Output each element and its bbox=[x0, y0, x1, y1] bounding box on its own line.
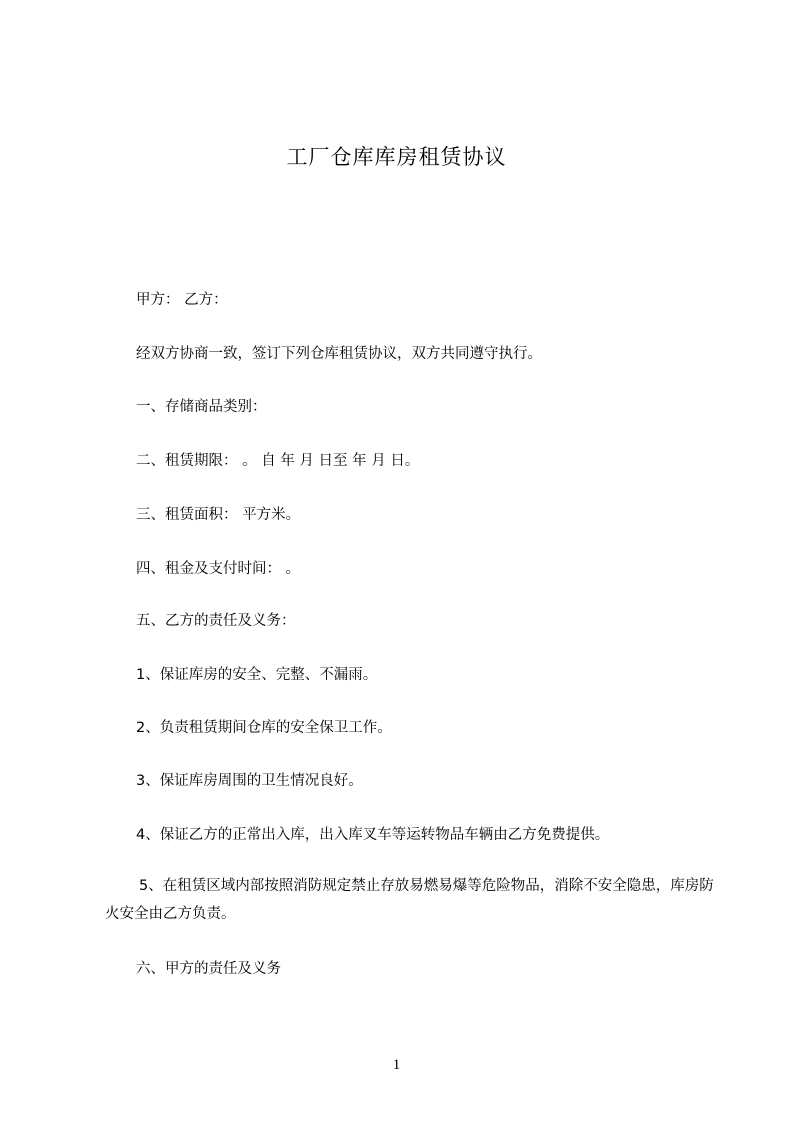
section-party-a-duties: 六、甲方的责任及义务 bbox=[136, 961, 281, 977]
section-lease-area: 三、租赁面积： 平方米。 bbox=[136, 507, 301, 523]
party-line: 甲方： 乙方： bbox=[136, 292, 228, 308]
duty-item-2: 2、负责租赁期间仓库的安全保卫工作。 bbox=[136, 720, 392, 736]
page-number: 1 bbox=[392, 1057, 401, 1073]
duty-item-4: 4、保证乙方的正常出入库，出入库叉车等运转物品车辆由乙方免费提供。 bbox=[136, 827, 610, 843]
section-party-b-duties: 五、乙方的责任及义务： bbox=[136, 613, 296, 629]
section-rent-payment: 四、租金及支付时间： 。 bbox=[136, 561, 301, 577]
duty-item-3: 3、保证库房周围的卫生情况良好。 bbox=[136, 773, 363, 789]
intro-paragraph: 经双方协商一致，签订下列仓库租赁协议，双方共同遵守执行。 bbox=[136, 346, 542, 362]
section-lease-term: 二、租赁期限： 。 自 年 月 日至 年 月 日。 bbox=[136, 453, 420, 469]
duty-item-5-text: 5、在租赁区域内部按照消防规定禁止存放易燃易爆等危险物品，消除不安全隐患，库房防火安全由乙方负责。 bbox=[105, 878, 714, 922]
document-title: 工厂仓库库房租赁协议 bbox=[286, 145, 507, 169]
section-storage-category: 一、存储商品类别： bbox=[136, 399, 267, 415]
duty-item-5 bbox=[105, 872, 725, 928]
duty-item-1: 1、保证库房的安全、完整、不漏雨。 bbox=[136, 667, 378, 683]
